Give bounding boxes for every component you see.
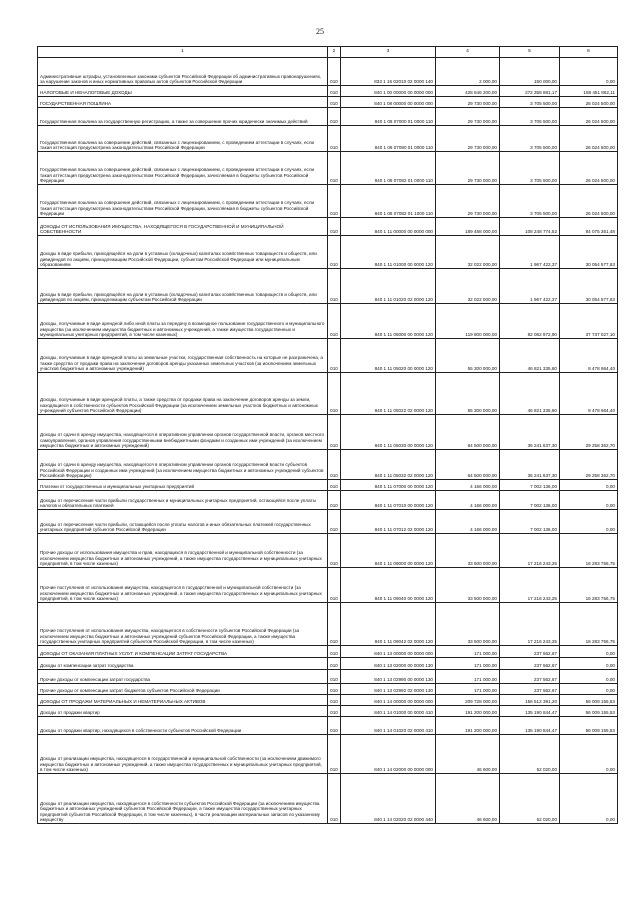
cell-c4: 2 000,00 bbox=[436, 58, 500, 86]
cell-c4: 171 000,00 bbox=[436, 658, 500, 670]
cell-name: Прочие доходы от компенсации затрат государства bbox=[38, 670, 328, 684]
cell-code: 840 1 14 02000 00 0000 000 bbox=[341, 735, 436, 774]
cell-name: Государственная пошлина за совершение действий, связанных с лицензированием, с проведением аттестации в случаях, если такая аттестация предусмотрена законодательством Российской Федерации bbox=[38, 126, 328, 152]
cell-name: ДОХОДЫ ОТ ПРОДАЖИ МАТЕРИАЛЬНЫХ И НЕМАТЕРИАЛЬНЫХ АКТИВОВ bbox=[38, 695, 328, 706]
cell-line: 010 bbox=[328, 670, 341, 684]
cell-c4: 4 166 000,00 bbox=[436, 510, 500, 534]
cell-c5: 35 241 637,30 bbox=[500, 415, 560, 450]
cell-c6: 0,00 bbox=[560, 646, 618, 658]
page-number: 25 bbox=[316, 27, 324, 36]
table-row bbox=[38, 97, 618, 108]
cell-code: 840 1 11 00000 00 0000 000 bbox=[341, 218, 436, 236]
cell-c6: 37 737 027,10 bbox=[560, 304, 618, 339]
header-cell: 5 bbox=[500, 47, 560, 58]
cell-c5: 272 358 881,17 bbox=[500, 86, 560, 97]
cell-c6: 0,00 bbox=[560, 658, 618, 670]
cell-c4: 29 730 000,00 bbox=[436, 126, 500, 152]
cell-c6: 84 075 361,48 bbox=[560, 218, 618, 236]
cell-c4: 29 730 000,00 bbox=[436, 97, 500, 108]
cell-c5: 237 562,67 bbox=[500, 670, 560, 684]
cell-line: 010 bbox=[328, 373, 341, 415]
table-row bbox=[38, 108, 618, 126]
cell-c5: 35 241 637,30 bbox=[500, 450, 560, 480]
cell-c5: 3 705 500,00 bbox=[500, 185, 560, 218]
cell-c4: 191 200 000,00 bbox=[436, 717, 500, 735]
header-cell: 2 bbox=[328, 47, 341, 58]
table-row bbox=[38, 706, 618, 717]
cell-c6: 0,00 bbox=[560, 510, 618, 534]
cell-c4: 428 646 200,00 bbox=[436, 86, 500, 97]
cell-name: Доходы от продажи квартир bbox=[38, 706, 328, 717]
cell-line: 010 bbox=[328, 450, 341, 480]
cell-line: 010 bbox=[328, 480, 341, 491]
cell-code: 840 1 08 07082 01 0000 110 bbox=[341, 152, 436, 185]
cell-c4: 64 500 000,00 bbox=[436, 450, 500, 480]
cell-c5: 135 190 844,47 bbox=[500, 717, 560, 735]
cell-line: 010 bbox=[328, 684, 341, 695]
cell-c6: 26 024 500,00 bbox=[560, 108, 618, 126]
cell-name: НАЛОГОВЫЕ И НЕНАЛОГОВЫЕ ДОХОДЫ bbox=[38, 86, 328, 97]
cell-c5: 135 190 844,47 bbox=[500, 706, 560, 717]
cell-c6: 0,00 bbox=[560, 735, 618, 774]
cell-c5: 237 562,67 bbox=[500, 684, 560, 695]
cell-name: Доходы от перечисления части прибыли государственных и муниципальных унитарных предприятий, остающейся после уплаты налогов и обязательных платежей bbox=[38, 491, 328, 510]
cell-code: 840 1 13 00000 00 0000 000 bbox=[341, 646, 436, 658]
cell-c6: 30 054 577,63 bbox=[560, 269, 618, 304]
cell-name: Государственная пошлина за совершение действий, связанных с лицензированием, с проведением аттестации в случаях, если такая аттестация предусмотрена законодательством Российской Федерации, зачисляемая в бюджеты субъектов Российской Федерации bbox=[38, 185, 328, 218]
table-row bbox=[38, 152, 618, 185]
cell-c4: 171 000,00 bbox=[436, 670, 500, 684]
cell-c4: 33 500 000,00 bbox=[436, 534, 500, 568]
cell-c5: 237 562,67 bbox=[500, 658, 560, 670]
cell-c4: 119 800 000,00 bbox=[436, 304, 500, 339]
table-row bbox=[38, 774, 618, 824]
cell-name: Прочие поступления от использования имущества, находящегося в собственности субъектов Российской Федерации (за исключением имущества бюджетных и автономных учреждений субъектов Российской Федерации, а также имущества государственных унитарных предприятий субъектов Российской Федерации, в том числе казенных) bbox=[38, 603, 328, 646]
cell-code: 840 1 11 05032 02 0000 120 bbox=[341, 450, 436, 480]
cell-c6: 0,00 bbox=[560, 58, 618, 86]
table-row bbox=[38, 58, 618, 86]
cell-name: Доходы от реализации имущества, находящегося в государственной и муниципальной собственности (за исключением движимого имущества бюджетных и автономных учреждений, а также имущества государственных и муниципальных унитарных предприятий, в том числе казенных) bbox=[38, 735, 328, 774]
cell-name: Доходы от компенсации затрат государства bbox=[38, 658, 328, 670]
cell-c6: 8 478 664,40 bbox=[560, 339, 618, 373]
cell-name: Прочие доходы от компенсации затрат бюджетов субъектов Российской Федерации bbox=[38, 684, 328, 695]
cell-line: 010 bbox=[328, 717, 341, 735]
cell-c6: 29 258 362,70 bbox=[560, 415, 618, 450]
cell-c5: 237 562,67 bbox=[500, 646, 560, 658]
cell-c5: 3 705 500,00 bbox=[500, 152, 560, 185]
cell-c4: 64 500 000,00 bbox=[436, 415, 500, 450]
table-row bbox=[38, 450, 618, 480]
cell-c5: 52 020,00 bbox=[500, 774, 560, 824]
cell-c6: 56 009 155,53 bbox=[560, 695, 618, 706]
cell-name: Доходы, получаемые в виде арендной либо иной платы за передачу в возмездное пользование государственного и муниципального имущества (за исключением имущества бюджетных и автономных учреждений, а также имущества государственных и муниципальных унитарных предприятий, в том числе казенных) bbox=[38, 304, 328, 339]
cell-code: 840 1 08 00000 00 0000 000 bbox=[341, 97, 436, 108]
cell-line: 010 bbox=[328, 152, 341, 185]
table-row bbox=[38, 735, 618, 774]
cell-c5: 17 216 243,25 bbox=[500, 568, 560, 603]
cell-c5: 17 216 243,25 bbox=[500, 534, 560, 568]
cell-name: Прочие доходы от использования имущества и прав, находящихся в государственной и муниципальной собственности (за исключением имущества бюджетных и автономных учреждений, а также имущества государственных и муниципальных унитарных предприятий, в том числе казенных) bbox=[38, 534, 328, 568]
table-row bbox=[38, 185, 618, 218]
cell-c5: 7 002 136,00 bbox=[500, 510, 560, 534]
cell-code: 840 1 08 07082 01 1000 110 bbox=[341, 185, 436, 218]
cell-name: Прочие поступления от использования имущества, находящегося в государственной и муниципальной собственности (за исключением имущества бюджетных и автономных учреждений, а также имущества государственных и муниципальных унитарных предприятий, в том числе казенных) bbox=[38, 568, 328, 603]
table-row bbox=[38, 534, 618, 568]
header-cell: 6 bbox=[560, 47, 618, 58]
cell-c6: 0,00 bbox=[560, 480, 618, 491]
cell-line: 010 bbox=[328, 534, 341, 568]
header-row bbox=[38, 47, 618, 58]
cell-name: Доходы от перечисления части прибыли, остающейся после уплаты налогов и иных обязательных платежей государственных унитарных предприятий субъектов Российской Федерации bbox=[38, 510, 328, 534]
cell-c5: 46 821 335,60 bbox=[500, 339, 560, 373]
cell-name: Доходы, получаемые в виде арендной платы, а также средства от продажи права на заключение договоров аренды за земли, находящиеся в собственности субъектов Российской Федерации (за исключением земельных участков бюджетных и автономных учреждений субъектов Российской Федерации) bbox=[38, 373, 328, 415]
cell-c4: 32 022 000,00 bbox=[436, 236, 500, 269]
cell-line: 010 bbox=[328, 658, 341, 670]
cell-code: 840 1 11 05022 02 0000 120 bbox=[341, 373, 436, 415]
cell-c4: 55 300 000,00 bbox=[436, 339, 500, 373]
cell-c5: 150 000,00 bbox=[500, 58, 560, 86]
cell-code: 840 1 11 01000 00 0000 120 bbox=[341, 236, 436, 269]
cell-c6: 30 054 577,63 bbox=[560, 236, 618, 269]
cell-c4: 4 166 000,00 bbox=[436, 491, 500, 510]
cell-line: 010 bbox=[328, 269, 341, 304]
cell-name: ДОХОДЫ ОТ ОКАЗАНИЯ ПЛАТНЫХ УСЛУГ И КОМПЕНСАЦИИ ЗАТРАТ ГОСУДАРСТВА bbox=[38, 646, 328, 658]
table-row bbox=[38, 339, 618, 373]
table-row bbox=[38, 491, 618, 510]
cell-c5: 82 062 972,90 bbox=[500, 304, 560, 339]
cell-c6: 0,00 bbox=[560, 774, 618, 824]
table-row bbox=[38, 658, 618, 670]
cell-code: 840 1 11 07000 00 0000 120 bbox=[341, 480, 436, 491]
cell-name: Доходы от сдачи в аренду имущества, находящегося в оперативном управлении органов государственной власти, органов местного самоуправления, органов управления государственными внебюджетными фондами и созданных ими учреждений (за исключением имущества бюджетных и автономных учреждений) bbox=[38, 415, 328, 450]
cell-code: 840 1 11 01020 02 0000 120 bbox=[341, 269, 436, 304]
table-row bbox=[38, 304, 618, 339]
cell-code: 840 1 13 02990 00 0000 130 bbox=[341, 670, 436, 684]
header-cell: 1 bbox=[38, 47, 328, 58]
cell-name: Доходы от сдачи в аренду имущества, находящегося в оперативном управлении органов государственной власти субъектов Российской Федерации и созданных ими учреждений (за исключением имущества бюджетных и автономных учреждений субъектов Российской Федерации) bbox=[38, 450, 328, 480]
cell-code: 840 1 14 00000 00 0000 000 bbox=[341, 695, 436, 706]
table-row bbox=[38, 269, 618, 304]
cell-line: 010 bbox=[328, 568, 341, 603]
table-row bbox=[38, 646, 618, 658]
cell-code: 840 1 11 07010 00 0000 120 bbox=[341, 491, 436, 510]
cell-line: 010 bbox=[328, 58, 341, 86]
cell-name: Административные штрафы, установленные законами субъектов Российской Федерации об административных правонарушениях, за нарушение законов и иных нормативных правовых актов субъектов Российской Федерации bbox=[38, 58, 328, 86]
cell-line: 010 bbox=[328, 774, 341, 824]
cell-line: 010 bbox=[328, 415, 341, 450]
cell-line: 010 bbox=[328, 218, 341, 236]
cell-code: 840 1 08 07000 01 0000 110 bbox=[341, 108, 436, 126]
cell-c5: 1 967 422,37 bbox=[500, 269, 560, 304]
cell-line: 010 bbox=[328, 646, 341, 658]
cell-code: 840 1 14 01020 02 0000 410 bbox=[341, 717, 436, 735]
cell-name: Доходы, получаемые в виде арендной платы за земельные участки, государственная собственность на которые не разграничена, а также средства от продажи права на заключение договоров аренды указанных земельных участков (за исключением земельных участков бюджетных и автономных учреждений) bbox=[38, 339, 328, 373]
cell-line: 010 bbox=[328, 510, 341, 534]
table-row bbox=[38, 510, 618, 534]
cell-c6: 26 024 500,00 bbox=[560, 97, 618, 108]
cell-c6: 26 024 500,00 bbox=[560, 126, 618, 152]
table-row bbox=[38, 717, 618, 735]
cell-c6: 56 009 155,53 bbox=[560, 717, 618, 735]
cell-c6: 16 283 756,75 bbox=[560, 568, 618, 603]
cell-code: 840 1 11 09040 00 0000 120 bbox=[341, 568, 436, 603]
table-row bbox=[38, 480, 618, 491]
cell-c5: 46 821 335,60 bbox=[500, 373, 560, 415]
cell-line: 010 bbox=[328, 603, 341, 646]
cell-c5: 17 216 243,25 bbox=[500, 603, 560, 646]
cell-c4: 46 600,00 bbox=[436, 774, 500, 824]
cell-c5: 3 705 500,00 bbox=[500, 108, 560, 126]
cell-c4: 4 166 000,00 bbox=[436, 480, 500, 491]
cell-c5: 3 705 500,00 bbox=[500, 126, 560, 152]
cell-code: 840 1 13 02000 00 0000 130 bbox=[341, 658, 436, 670]
cell-c4: 189 488 000,00 bbox=[436, 218, 500, 236]
cell-code: 840 1 08 07080 01 0000 110 bbox=[341, 126, 436, 152]
cell-c6: 26 024 500,00 bbox=[560, 185, 618, 218]
cell-c6: 168 451 862,11 bbox=[560, 86, 618, 97]
cell-name: Государственная пошлина за совершение действий, связанных с лицензированием, с проведением аттестации в случаях, если такая аттестация предусмотрена законодательством Российской Федерации, зачисляемая в бюджеты субъектов Российской Федерации bbox=[38, 152, 328, 185]
cell-c4: 55 300 000,00 bbox=[436, 373, 500, 415]
table-row bbox=[38, 236, 618, 269]
cell-line: 010 bbox=[328, 695, 341, 706]
cell-name: ГОСУДАРСТВЕННАЯ ПОШЛИНА bbox=[38, 97, 328, 108]
cell-code: 840 1 13 02992 02 0000 130 bbox=[341, 684, 436, 695]
table-row bbox=[38, 126, 618, 152]
cell-line: 010 bbox=[328, 86, 341, 97]
cell-c5: 108 248 774,52 bbox=[500, 218, 560, 236]
cell-c4: 33 500 000,00 bbox=[436, 568, 500, 603]
cell-c6: 0,00 bbox=[560, 684, 618, 695]
cell-code: 840 1 11 05030 00 0000 120 bbox=[341, 415, 436, 450]
cell-c5: 1 967 422,37 bbox=[500, 236, 560, 269]
cell-c5: 7 002 136,00 bbox=[500, 491, 560, 510]
cell-line: 010 bbox=[328, 185, 341, 218]
cell-line: 010 bbox=[328, 491, 341, 510]
cell-code: 840 1 14 02020 02 0000 440 bbox=[341, 774, 436, 824]
cell-name: Платежи от государственных и муниципальных унитарных предприятий bbox=[38, 480, 328, 491]
cell-code: 840 1 11 09042 02 0000 120 bbox=[341, 603, 436, 646]
cell-c4: 33 500 000,00 bbox=[436, 603, 500, 646]
cell-c6: 26 024 500,00 bbox=[560, 152, 618, 185]
table-row bbox=[38, 373, 618, 415]
cell-code: 840 1 11 09000 00 0000 120 bbox=[341, 534, 436, 568]
cell-line: 010 bbox=[328, 735, 341, 774]
cell-name: ДОХОДЫ ОТ ИСПОЛЬЗОВАНИЯ ИМУЩЕСТВА, НАХОДЯЩЕГОСЯ В ГОСУДАРСТВЕННОЙ И МУНИЦИПАЛЬНОЙ СОБСТВЕННОСТИ bbox=[38, 218, 328, 236]
cell-line: 010 bbox=[328, 97, 341, 108]
table-row bbox=[38, 415, 618, 450]
table-row bbox=[38, 86, 618, 97]
income-report-table bbox=[37, 46, 618, 824]
cell-code: 840 1 14 01000 00 0000 410 bbox=[341, 706, 436, 717]
cell-line: 010 bbox=[328, 304, 341, 339]
cell-name: Государственная пошлина за государственную регистрацию, а также за совершение прочих юридически значимых действий bbox=[38, 108, 328, 126]
cell-c6: 0,00 bbox=[560, 670, 618, 684]
table-row bbox=[38, 568, 618, 603]
cell-c4: 209 728 000,00 bbox=[436, 695, 500, 706]
cell-code: 833 1 16 02010 02 0000 140 bbox=[341, 58, 436, 86]
cell-c5: 52 020,00 bbox=[500, 735, 560, 774]
table-row bbox=[38, 603, 618, 646]
cell-c5: 3 705 500,00 bbox=[500, 97, 560, 108]
header-cell: 3 bbox=[341, 47, 436, 58]
cell-line: 010 bbox=[328, 339, 341, 373]
cell-c6: 8 478 664,40 bbox=[560, 373, 618, 415]
table-row bbox=[38, 218, 618, 236]
cell-c6: 16 283 756,75 bbox=[560, 603, 618, 646]
cell-name: Доходы в виде прибыли, приходящейся на доли в уставных (складочных) капиталах хозяйственных товариществ и обществ, или дивидендов по акциям, принадлежащим субъектам Российской Федерации bbox=[38, 269, 328, 304]
cell-c6: 56 009 155,53 bbox=[560, 706, 618, 717]
cell-code: 840 1 11 05000 00 0000 120 bbox=[341, 304, 436, 339]
cell-code: 840 1 11 07012 02 0000 120 bbox=[341, 510, 436, 534]
cell-c4: 32 022 000,00 bbox=[436, 269, 500, 304]
cell-code: 840 1 11 05020 00 0000 120 bbox=[341, 339, 436, 373]
cell-c4: 29 730 000,00 bbox=[436, 152, 500, 185]
cell-c4: 29 730 000,00 bbox=[436, 185, 500, 218]
cell-c4: 171 000,00 bbox=[436, 684, 500, 695]
cell-line: 010 bbox=[328, 236, 341, 269]
cell-c5: 7 002 136,00 bbox=[500, 480, 560, 491]
cell-c6: 0,00 bbox=[560, 491, 618, 510]
table-row bbox=[38, 684, 618, 695]
cell-code: 840 1 00 00000 00 0000 000 bbox=[341, 86, 436, 97]
cell-c6: 29 258 362,70 bbox=[560, 450, 618, 480]
table-row bbox=[38, 695, 618, 706]
table-row bbox=[38, 670, 618, 684]
cell-line: 010 bbox=[328, 126, 341, 152]
cell-c5: 156 512 391,20 bbox=[500, 695, 560, 706]
cell-name: Доходы в виде прибыли, приходящейся на доли в уставных (складочных) капиталах хозяйственных товариществ и обществ, или дивидендов по акциям, принадлежащим Российской Федерации, субъектам Российской Федерации или муниципальным образованиям bbox=[38, 236, 328, 269]
cell-name: Доходы от реализации имущества, находящегося в собственности субъектов Российской Федерации (за исключением имущества бюджетных и автономных учреждений субъектов Российской Федерации, а также имущества государственных унитарных предприятий субъектов Российской Федерации, в том числе казенных), в части реализации материальных запасов по указанному имуществу bbox=[38, 774, 328, 824]
cell-c6: 16 283 756,75 bbox=[560, 534, 618, 568]
header-cell: 4 bbox=[436, 47, 500, 58]
cell-line: 010 bbox=[328, 706, 341, 717]
cell-c4: 29 730 000,00 bbox=[436, 108, 500, 126]
cell-line: 010 bbox=[328, 108, 341, 126]
cell-c4: 46 600,00 bbox=[436, 735, 500, 774]
cell-c4: 191 200 000,00 bbox=[436, 706, 500, 717]
cell-name: Доходы от продажи квартир, находящихся в собственности субъектов Российской Федерации bbox=[38, 717, 328, 735]
cell-c4: 171 000,00 bbox=[436, 646, 500, 658]
